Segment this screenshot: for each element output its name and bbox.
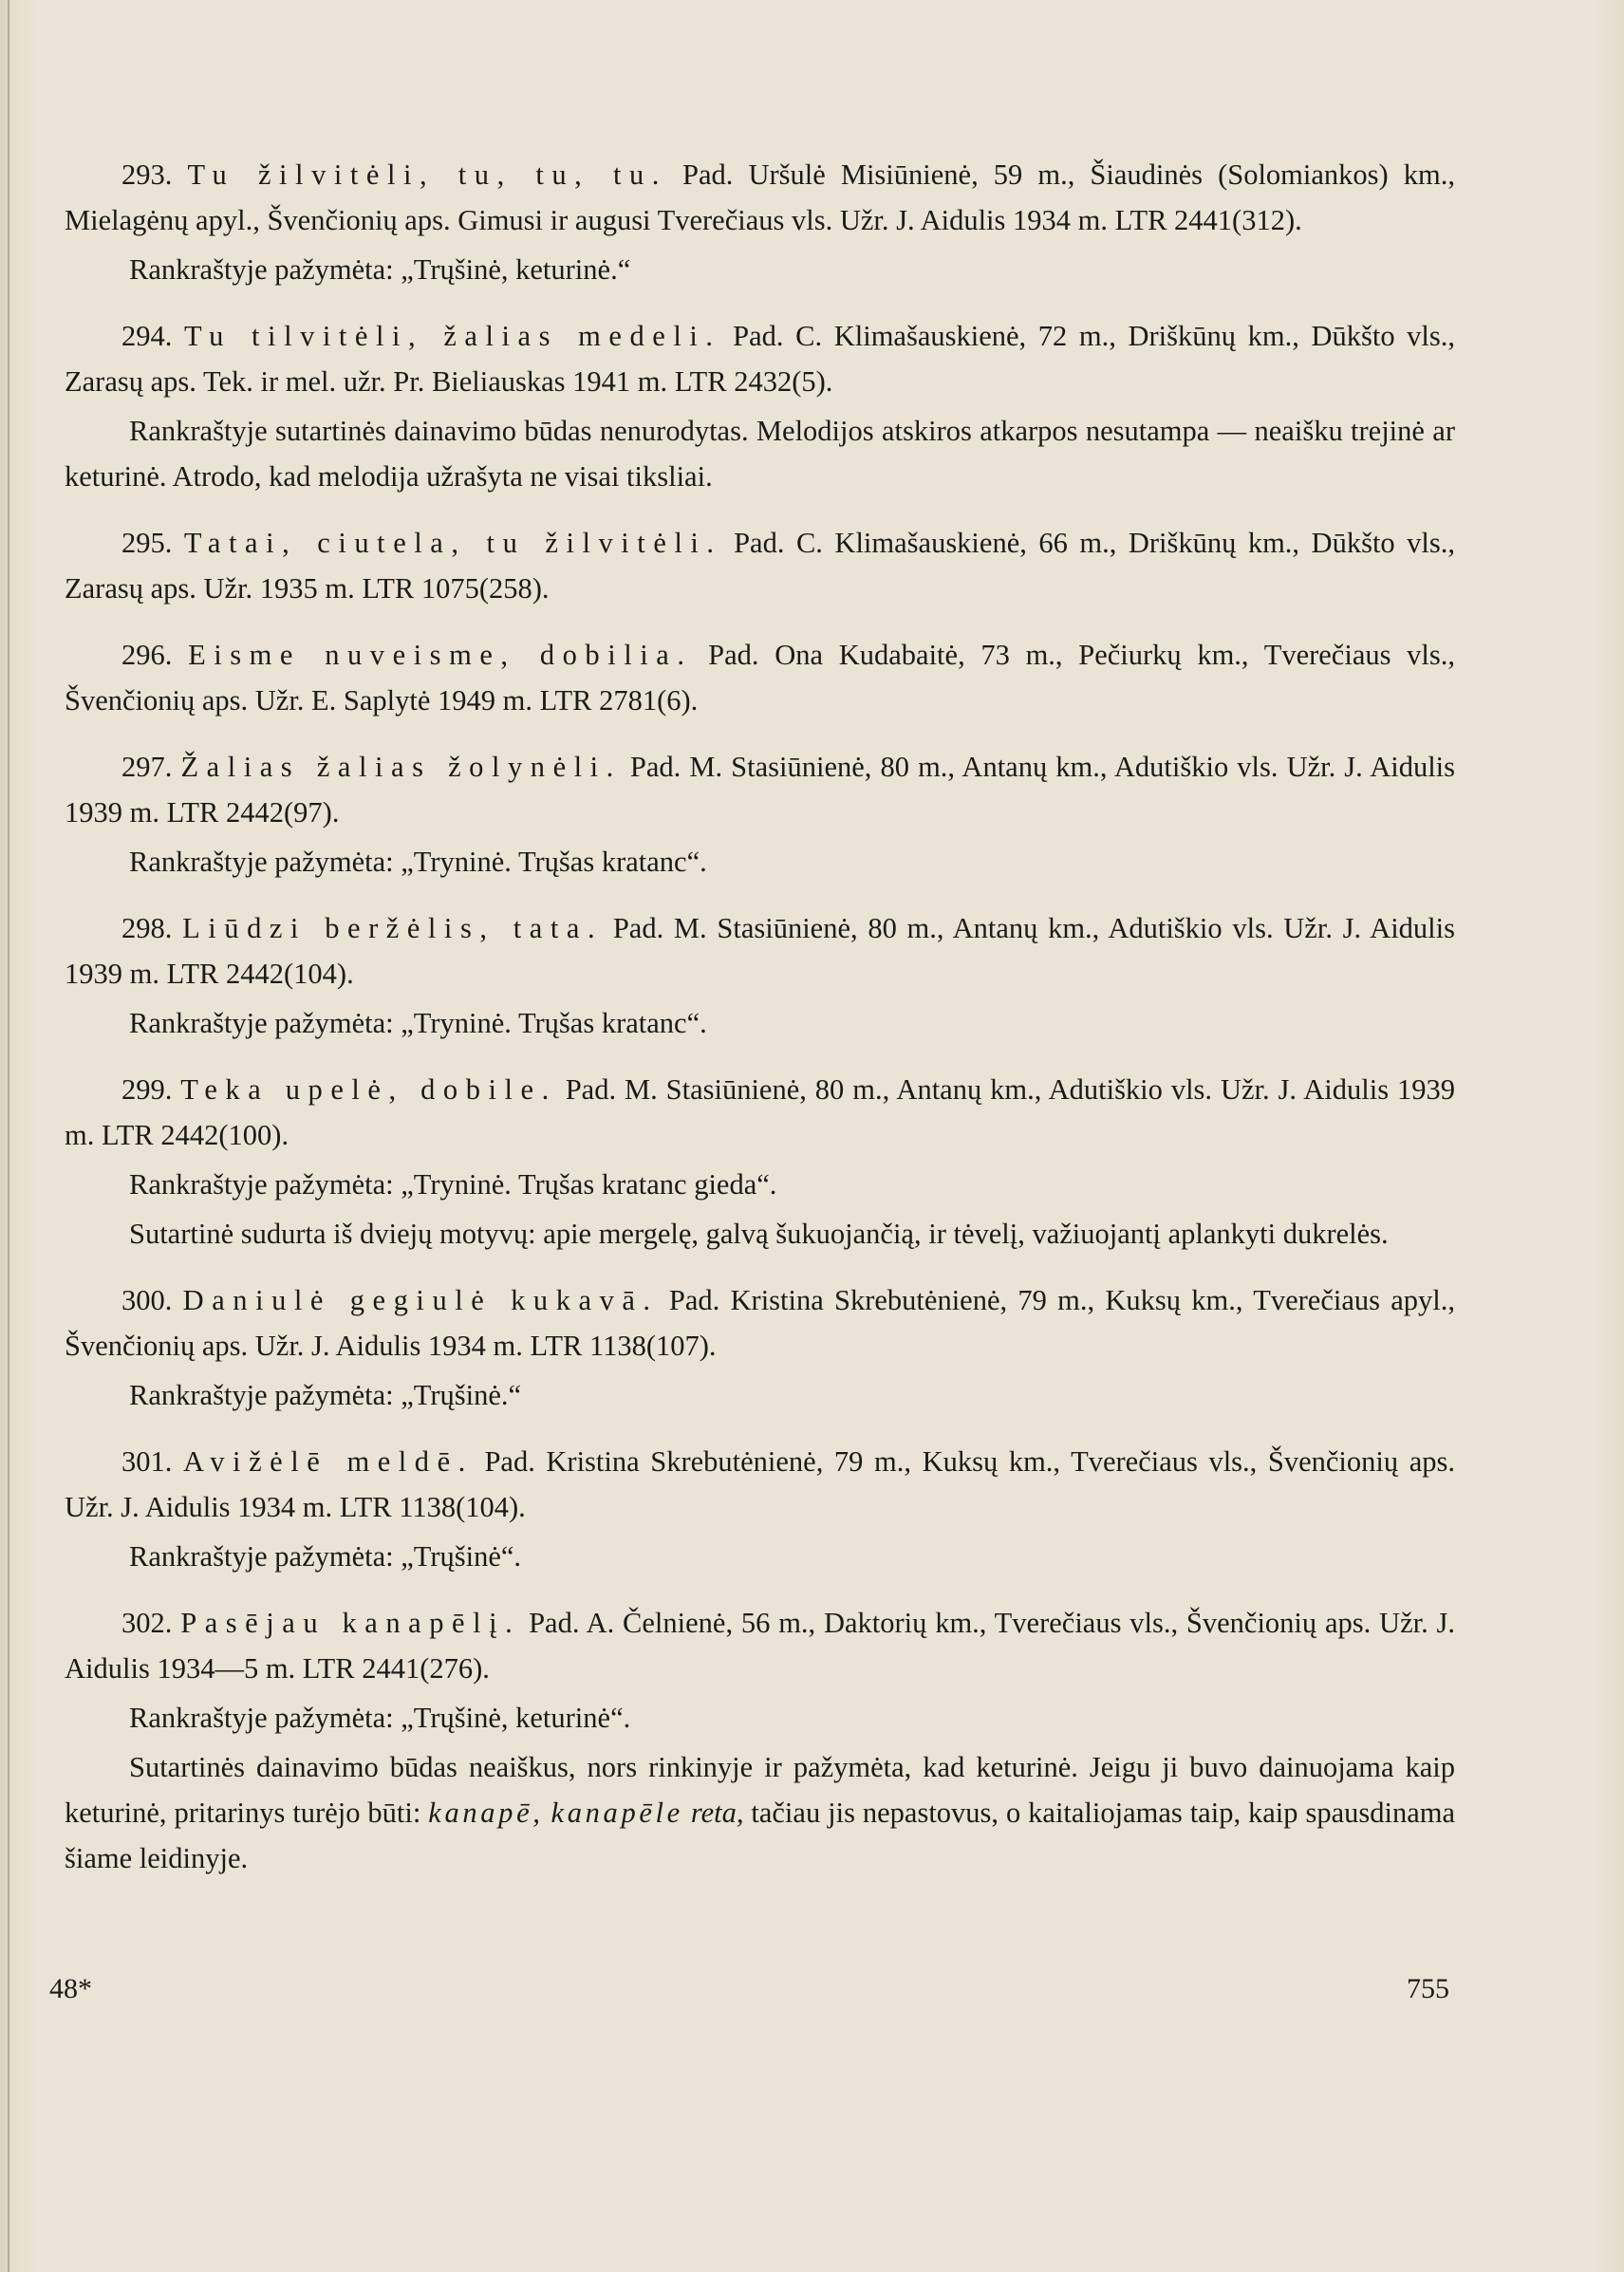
entry-number: 298. xyxy=(121,912,173,944)
entry-note: Rankraštyje pažymėta: „Tryninė. Trųšas kratanc“. xyxy=(129,1007,707,1039)
entry-main xyxy=(65,632,1455,723)
entry-295 xyxy=(65,520,1455,611)
entry-301 xyxy=(65,1439,1455,1579)
entry-main xyxy=(65,1600,1455,1691)
entry-title: Tu žilvitėli, tu, tu, tu. xyxy=(187,158,667,191)
entry-298 xyxy=(65,905,1455,1046)
entry-number: 300. xyxy=(121,1284,173,1316)
entry-source: Pad. M. Stasiūnienė, 80 m., Antanų km., Adutiškio vls. Užr. J. Aidulis 1939 m. LTR 2442(97). xyxy=(65,751,1456,829)
entry-note: Rankraštyje pažymėta: „Trųšinė.“ xyxy=(129,1379,522,1411)
entry-number: 302. xyxy=(121,1607,173,1639)
entry-title: Tu tilvitėli, žalias medeli. xyxy=(184,320,721,352)
entry-number: 293. xyxy=(121,158,173,191)
page-number: 755 xyxy=(1407,1973,1449,2004)
entry-main xyxy=(65,313,1455,404)
entry-source: Pad. Kristina Skrebutėnienė, 79 m., Kuksų km., Tverečiaus apyl., Švenčionių aps. Užr. J. Aidulis 1934 m. LTR 1138(107). xyxy=(65,1284,1456,1362)
entry-293 xyxy=(65,152,1455,292)
entry-main xyxy=(65,520,1455,611)
entry-note: Rankraštyje sutartinės dainavimo būdas nenurodytas. Melodijos atskiros atkarpos nesutampa — neaišku trejinė ar keturinė. Atrodo, kad melodija užrašyta ne visai tiksliai. xyxy=(65,415,1455,493)
entry-302 xyxy=(65,1600,1455,1881)
entry-number: 301. xyxy=(121,1445,173,1478)
entry-title: Žalias žalias žolynėli. xyxy=(180,751,622,783)
entry-main xyxy=(65,1439,1455,1530)
entry-number: 295. xyxy=(121,527,173,559)
signature-mark: 48* xyxy=(49,1973,92,2004)
entry-300 xyxy=(65,1277,1455,1418)
binding-edge-line xyxy=(8,0,9,2272)
entry-number: 299. xyxy=(121,1073,173,1106)
entry-source: Pad. M. Stasiūnienė, 80 m., Antanų km., Adutiškio vls. Užr. J. Aidulis 1939 m. LTR 2442(100). xyxy=(65,1073,1456,1151)
entry-title: Daniulė gegiulė kukavā. xyxy=(182,1284,659,1316)
entry-297 xyxy=(65,744,1455,885)
entry-main xyxy=(65,1067,1455,1158)
entry-source: Pad. A. Čelnienė, 56 m., Daktorių km., Tverečiaus vls., Švenčionių aps. Užr. J. Aidulis 1934—5 m. LTR 2441(276). xyxy=(65,1607,1456,1685)
entry-299 xyxy=(65,1067,1455,1257)
page-footer xyxy=(49,1970,1449,2008)
entry-294 xyxy=(65,313,1455,499)
entry-note: Rankraštyje pažymėta: „Trųšinė“. xyxy=(129,1540,522,1573)
entry-number: 294. xyxy=(121,320,173,352)
entry-title: Liūdzi beržėlis, tata. xyxy=(182,912,604,944)
entry-title: Tatai, ciutela, tu žilvitėli. xyxy=(183,527,722,559)
entry-note: Rankraštyje pažymėta: „Trųšinė, keturinė“. xyxy=(129,1702,631,1734)
entry-title: Pasējau kanapēlį. xyxy=(180,1607,521,1639)
entry-main xyxy=(65,152,1455,243)
entry-296 xyxy=(65,632,1455,723)
entry-source: Pad. Uršulė Misiūnienė, 59 m., Šiaudinės (Solomiankos) km., Mielagėnų apyl., Švenčionių aps. Gimusi ir augusi Tverečiaus vls. Užr. J. Aidulis 1934 m. LTR 2441(312). xyxy=(65,158,1455,236)
entry-source: Pad. Kristina Skrebutėnienė, 79 m., Kuksų km., Tverečiaus vls., Švenčionių aps. Užr. J. Aidulis 1934 m. LTR 1138(104). xyxy=(65,1445,1455,1523)
entry-title: Eisme nuveisme, dobilia. xyxy=(188,639,693,671)
entry-source: Pad. Ona Kudabaitė, 73 m., Pečiurkų km., Tverečiaus vls., Švenčionių aps. Užr. E. Saplytė 1949 m. LTR 2781(6). xyxy=(65,639,1455,717)
entry-title: Teka upelė, dobile. xyxy=(180,1073,557,1106)
entry-source: Pad. C. Klimašauskienė, 72 m., Driškūnų km., Dūkšto vls., Zarasų aps. Tek. ir mel. užr. Pr. Bieliauskas 1941 m. LTR 2432(5). xyxy=(65,320,1456,398)
entry-number: 296. xyxy=(121,639,173,671)
entry-source: Pad. M. Stasiūnienė, 80 m., Antanų km., Adutiškio vls. Užr. J. Aidulis 1939 m. LTR 2442(104). xyxy=(65,912,1455,990)
entry-number: 297. xyxy=(121,751,173,783)
text-block xyxy=(65,152,1455,1902)
entry-note: Rankraštyje pažymėta: „Tryninė. Trųšas kratanc gieda“. xyxy=(129,1168,777,1201)
entry-source: Pad. C. Klimašauskienė, 66 m., Driškūnų km., Dūkšto vls., Zarasų aps. Užr. 1935 m. LTR 1075(258). xyxy=(65,527,1456,605)
closing-note: Sutartinės dainavimo būdas neaiškus, nors rinkinyje ir pažymėta, kad keturinė. Jeigu ji buvo dainuojama kaip keturinė, pritarinys turėjo būti: kanapē, kanapēle reta, tačiau jis nepastovus, o kaitaliojamas taip, kaip spausdinama šiame leidinyje. xyxy=(65,1751,1455,1874)
entry-note: Rankraštyje pažymėta: „Tryninė. Trųšas kratanc“. xyxy=(129,846,707,878)
entry-main xyxy=(65,744,1455,835)
entry-main xyxy=(65,905,1455,996)
entry-note: Sutartinė sudurta iš dviejų motyvų: apie mergelę, galvą šukuojančią, ir tėvelį, važiuojantį aplankyti dukrelės. xyxy=(129,1218,1389,1250)
entry-main xyxy=(65,1277,1455,1369)
entry-note: Rankraštyje pažymėta: „Trųšinė, keturinė.“ xyxy=(129,253,631,286)
entry-title: Avižėlē meldē. xyxy=(182,1445,474,1478)
